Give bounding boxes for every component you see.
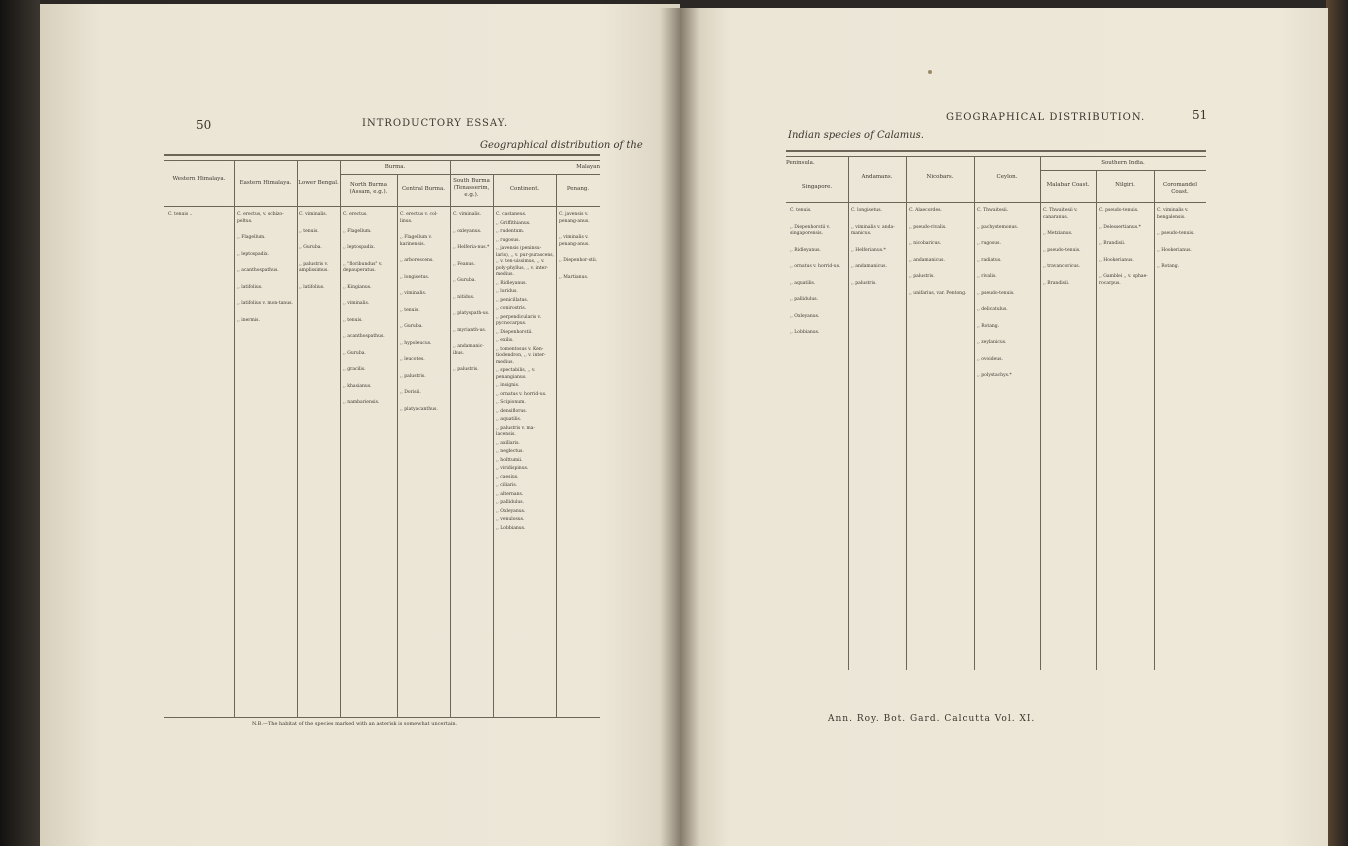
right-page (680, 8, 1328, 846)
header-coromandel: Coromandel Coast. (1162, 182, 1198, 195)
species-entry: ,, penicillatus. (496, 297, 529, 303)
species-entry: ,, rugosus. (496, 237, 520, 243)
species-entry: ,, palustris. (400, 373, 426, 379)
col-north-burma (343, 212, 395, 417)
header-southern-india: Southern India. (1101, 160, 1145, 166)
species-entry: ,, ornatus v. horrid-us. (790, 264, 841, 269)
species-entry: ,, palustris. (453, 367, 479, 372)
species-entry: ,, axillaris. (496, 440, 520, 446)
species-entry: ,, polystachys.* (977, 373, 1012, 378)
species-entry: ,, hypoleucus. (400, 340, 432, 346)
species-entry: C. viminalis. (453, 212, 482, 217)
species-entry: ,, Flagellum v. karinensis. (400, 235, 432, 247)
species-entry: ,, exilis. (496, 338, 514, 343)
species-entry: ,, Brandisii. (1099, 241, 1126, 246)
species-entry: ,, insignis. (496, 383, 520, 388)
col-coromandel (1157, 208, 1205, 281)
header-andamans: Andamans. (861, 174, 893, 180)
left-subheading: Geographical distribution of the (480, 140, 643, 151)
species-entry: ,, Helferia-nus.* (453, 245, 490, 250)
col-malabar (1043, 208, 1094, 297)
species-entry: ,, rugosus. (977, 241, 1001, 246)
book-edge-right (1326, 0, 1348, 846)
species-entry: C. Alaecordes. (909, 208, 942, 213)
species-entry: ,, Oxleyanus. (790, 313, 820, 319)
species-entry: ,, Rotang. (977, 323, 1000, 329)
species-entry: ,, pallidulus. (496, 500, 525, 505)
species-entry: ,, latifolius v. mon-tanus. (237, 301, 293, 306)
header-eastern-himalaya: Eastern Himalaya. (239, 180, 292, 186)
species-entry: ,, rivalis. (977, 274, 997, 279)
species-entry: ,, Brandisii. (1043, 280, 1070, 286)
species-entry: ,, "floribundus" v. depauperatus. (343, 261, 383, 273)
species-entry: ,, Flagellum. (237, 235, 266, 240)
species-entry: ,, aquatilis. (790, 280, 816, 286)
species-entry: ,, alternans. (496, 491, 524, 497)
species-entry: ,, Guruba. (453, 278, 476, 283)
header-ceylon: Ceylon. (996, 174, 1018, 180)
col-south-burma (453, 212, 492, 384)
col-nilgiri (1099, 208, 1152, 297)
species-entry: C. javensis v. penang-anus. (559, 212, 590, 224)
right-subheading: Indian species of Calamus. (788, 130, 924, 141)
species-entry: ,, pseudo-tenuis. (977, 290, 1015, 296)
species-entry: ,, myrianth-us. (453, 327, 487, 333)
col-central-burma (400, 212, 448, 423)
species-entry: C. viminalis v. bengalensis. (1157, 208, 1189, 220)
species-entry: ,, unifarius, var. Pentong. (909, 290, 967, 296)
footnote: N.B.—The habitat of the species marked with an asterisk is somewhat uncertain. (252, 721, 458, 727)
journal-line: Ann. Roy. Bot. Gard. Calcutta Vol. XI. (828, 714, 1036, 724)
species-entry: ,, Lobbianus. (496, 525, 526, 531)
species-entry: ,, leucotes. (400, 357, 425, 362)
species-entry: ,, gracilis. (343, 367, 366, 372)
species-entry: ,, venulosus. (496, 517, 525, 522)
species-entry: ,, caesius. (496, 474, 519, 480)
header-western-himalaya: Western Himalaya. (172, 176, 226, 182)
species-entry: ,, holttumii. (496, 457, 523, 463)
species-entry: ,, zeylanicus. (977, 340, 1007, 345)
book-edge-left (0, 0, 40, 846)
species-entry: C. pseudo-tenuis. (1099, 208, 1139, 213)
species-entry: ,, Metzianus. (1043, 231, 1073, 236)
species-entry: ,, andamanicus. (909, 257, 945, 263)
species-entry: C. tenuis .. (168, 212, 193, 217)
species-entry: ,, travancoricus. (1043, 264, 1081, 269)
header-peninsula: Peninsula. (786, 160, 815, 166)
col-penang (559, 212, 599, 291)
species-entry: ,, Ridleyanus. (790, 247, 821, 253)
species-entry: ,, densiflorus. (496, 408, 527, 414)
species-entry: ,, leptospadix. (343, 245, 375, 250)
species-entry: ,, palustris. (851, 280, 877, 286)
species-entry: ,, Feanus. (453, 261, 476, 267)
species-entry: ,, Griffithianus. (496, 220, 531, 226)
header-lower-bengal: Lower Bengal. (298, 180, 339, 186)
species-entry: ,, andamanicus. (851, 264, 887, 269)
species-entry: ,, Diepenhor-stii. (559, 258, 598, 263)
species-entry: ,, platyspath-us. (453, 311, 490, 316)
species-entry: ,, tenuis. (343, 317, 363, 323)
species-entry: C. erectus, v. schizo-peltus. (237, 212, 284, 224)
species-entry: ,, conirostris. (496, 306, 527, 311)
species-entry: ,, andamanic-ibus. (453, 344, 484, 356)
col-ceylon (977, 208, 1038, 390)
species-entry: ,, Oxleyanus. (496, 508, 526, 514)
header-malayan: Malayan (576, 164, 600, 170)
col-western-himalaya (168, 212, 232, 229)
left-running-head: INTRODUCTORY ESSAY. (362, 118, 509, 129)
species-entry: ,, Rotang. (1157, 264, 1180, 269)
col-singapore (790, 208, 846, 347)
species-entry: ,, perpendicularis v. pycnocarpus. (496, 314, 542, 326)
species-entry: ,, luridus. (496, 289, 518, 294)
header-singapore: Singapore. (801, 184, 833, 190)
species-entry: ,, Dorisii. (400, 390, 421, 395)
species-entry: ,, rudentum. (496, 229, 525, 234)
species-entry: C. Thwaitesii. (977, 208, 1009, 213)
species-entry: ,, nitidus. (453, 294, 475, 300)
species-entry: ,, radiatus. (977, 257, 1002, 263)
species-entry: ,, Hookerianus. (1157, 247, 1192, 253)
species-entry: C. erectus v. col-linus. (400, 212, 438, 224)
species-entry: ,, Hookerianus. (1099, 257, 1134, 263)
species-entry: ,, javensis (peninsu-laris), ,, v. pur-purascens, ,, v. ten-uissimus, ,, v. poly-phyllus, ,, v. inter-medius. (496, 246, 554, 277)
species-entry: ,, acanthospathus. (237, 268, 279, 273)
col-lower-bengal (299, 212, 339, 301)
species-entry: ,, Guruba. (299, 245, 322, 250)
species-entry: ,, ornatus v. horrid-us. (496, 391, 547, 397)
species-entry: C. Thwaitesii v. canaranus. (1043, 208, 1078, 220)
species-entry: ,, neglectus. (496, 449, 524, 454)
species-entry: ,, inermis. (237, 317, 260, 323)
species-entry: ,, Diepenhorstii. (496, 329, 533, 335)
species-entry: ,, Ridleyanus. (496, 280, 527, 286)
species-entry: ,, aquatilis. (496, 417, 522, 422)
col-nicobars (909, 208, 972, 307)
species-entry: ,, Diepenhorstii v. singaporensis. (790, 224, 831, 236)
species-entry: ,, platyacanthus. (400, 406, 438, 412)
species-entry: ,, Guruba. (343, 350, 366, 356)
species-entry: ,, latifolius. (299, 284, 325, 290)
species-entry: ,, viminalis. (343, 301, 370, 306)
species-entry: ,, pseudo-tenuis. (1157, 231, 1195, 236)
header-north-burma: North Burma (Assam, e.g.). (349, 182, 388, 195)
species-entry: ,, Helferianus.* (851, 247, 886, 253)
species-entry: ,, pseudo-tenuis. (1043, 247, 1081, 253)
ink-spot (928, 70, 932, 74)
species-entry: ,, pallidulus. (790, 297, 819, 302)
species-entry: ,, oxleyanus. (453, 228, 482, 234)
species-entry: ,, viminalis v. penang-anus. (559, 235, 590, 247)
species-entry: ,, palustris v. ma-lacensis. (496, 425, 535, 437)
species-entry: ,, tenuis. (299, 228, 319, 234)
species-entry: ,, viminalis. (400, 291, 427, 296)
col-andamans (851, 208, 904, 297)
species-entry: ,, latifolius. (237, 284, 263, 290)
species-entry: ,, pseudo-rivalis. (909, 224, 947, 230)
species-entry: ,, arborescens. (400, 258, 434, 263)
header-burma: Burma. (384, 164, 406, 170)
left-page (40, 4, 680, 846)
species-entry: ,, tenuis. (400, 307, 420, 313)
species-entry: ,, leptospadix. (237, 251, 269, 257)
species-entry: C. erectus. (343, 212, 368, 217)
header-south-burma: South Burma (Tenasserim, e.g.). (453, 178, 490, 198)
header-penang: Penang. (566, 186, 590, 192)
species-entry: ,, viminalis v. anda-manicus. (851, 224, 895, 236)
species-entry: ,, Flagellum. (343, 228, 372, 234)
right-running-head: GEOGRAPHICAL DISTRIBUTION. (946, 112, 1146, 123)
species-entry: ,, Scipionum. (496, 400, 526, 405)
species-entry: ,, Martianus. (559, 274, 589, 280)
col-continent (496, 212, 554, 534)
species-entry: ,, viridispinus. (496, 466, 529, 471)
left-page-number: 50 (196, 118, 212, 132)
species-entry: ,, delicatulus. (977, 307, 1008, 312)
species-entry: C. longisetus. (851, 208, 882, 213)
species-entry: ,, palustris. (909, 274, 935, 279)
header-nilgiri: Nilgiri. (1115, 182, 1135, 188)
header-nicobars: Nicobars. (926, 174, 954, 180)
species-entry: ,, tomentosus v. Ken-tiodendron, ,, v. inter-medius. (496, 346, 546, 365)
species-entry: ,, palustris v. amplissimus. (299, 261, 329, 273)
species-entry: C. castaneus. (496, 212, 527, 217)
species-entry: C. tenuis. (790, 208, 812, 213)
species-entry: ,, nicobaricus. (909, 241, 942, 246)
species-entry: ,, Lobbianus. (790, 330, 820, 335)
species-entry: ,, longisetus. (400, 274, 430, 280)
species-entry: ,, pachystemonus. (977, 224, 1019, 230)
species-entry: ,, khasianus. (343, 383, 372, 389)
header-central-burma: Central Burma. (401, 186, 446, 192)
header-malabar: Malabar Coast. (1046, 182, 1090, 188)
species-entry: ,, nambariensis. (343, 400, 380, 405)
species-entry: ,, ovoideus. (977, 356, 1003, 362)
species-entry: C. viminalis. (299, 212, 328, 217)
header-continent: Continent. (509, 186, 540, 192)
book-gutter (660, 8, 700, 846)
col-eastern-himalaya (237, 212, 295, 334)
right-page-number: 51 (1192, 108, 1208, 122)
species-entry: ,, spectabilis, ,, v. penangianus. (496, 368, 536, 380)
species-entry: ,, ciliaris. (496, 483, 518, 488)
species-entry: ,, Delessertianus.* (1099, 224, 1141, 230)
species-entry: ,, Kingianus. (343, 284, 372, 290)
species-entry: ,, acanthospathus. (343, 334, 385, 339)
species-entry: ,, Guruba. (400, 324, 423, 329)
species-entry: ,, Gamblei ,, v. sphae-rocarpus. (1099, 274, 1148, 286)
